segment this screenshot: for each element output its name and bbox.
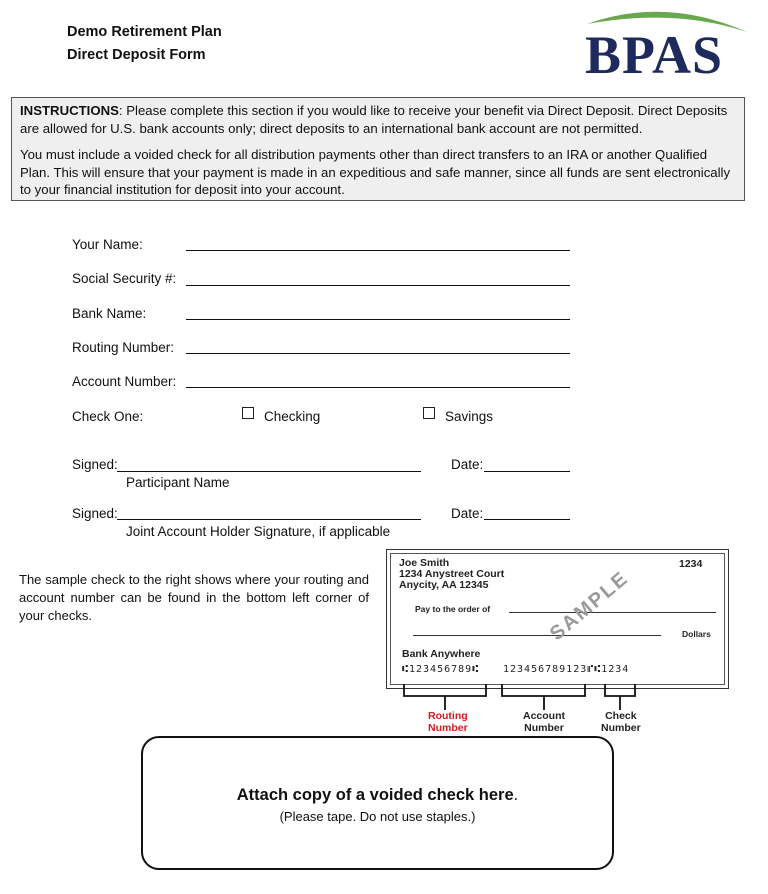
instructions-para-2: You must include a voided check for all distribution payments other than direct transfers to an IRA or another Qualified Plan. This will ensure that your payment is made in an expeditious and safe manner, since all funds are sent electronically to your financial institution for deposit into your account. bbox=[20, 147, 731, 197]
signed-label-2: Signed: bbox=[72, 506, 118, 521]
check-one-label: Check One: bbox=[72, 409, 144, 424]
legend-routing: Routing Number bbox=[428, 710, 468, 734]
check-number: 1234 bbox=[679, 558, 703, 570]
check-address-1: 1234 Anystreet Court bbox=[399, 568, 505, 580]
legend-account: Account Number bbox=[523, 710, 565, 734]
bpas-logo bbox=[585, 2, 750, 87]
date-field-1[interactable] bbox=[484, 471, 570, 472]
attach-subtitle: (Please tape. Do not use staples.) bbox=[279, 809, 476, 824]
instructions-para-1: INSTRUCTIONS: Please complete this section if you would like to receive your benefit via Direct Deposit. Direct Deposits are allowed for U.S. bank accounts only; direct deposits to an international bank account are not permitted. bbox=[20, 103, 728, 136]
your-name-field[interactable] bbox=[186, 250, 570, 251]
your-name-label: Your Name: bbox=[72, 237, 143, 252]
savings-label: Savings bbox=[445, 409, 494, 424]
account-number-field[interactable] bbox=[186, 387, 570, 388]
plan-name: Demo Retirement Plan bbox=[67, 24, 222, 40]
routing-number-label: Routing Number: bbox=[72, 340, 175, 355]
sample-check-note: The sample check to the right shows where your routing and account number can be found in the bottom left corner of your checks. bbox=[19, 572, 369, 623]
ssn-label: Social Security #: bbox=[72, 271, 177, 286]
legend-check: Check Number bbox=[601, 710, 641, 734]
check-dollars: Dollars bbox=[682, 629, 711, 639]
attach-title: Attach copy of a voided check here. bbox=[236, 786, 519, 804]
routing-number-field[interactable] bbox=[186, 353, 570, 354]
participant-signature-field[interactable] bbox=[117, 471, 421, 472]
check-micr-account: 123456789123⑈⑆1234 bbox=[503, 664, 630, 675]
checking-checkbox[interactable] bbox=[242, 407, 254, 419]
check-watermark: SAMPLE bbox=[545, 567, 633, 646]
sample-check-image bbox=[386, 549, 729, 689]
joint-signature-field[interactable] bbox=[117, 519, 421, 520]
date-label-2: Date: bbox=[451, 506, 484, 521]
logo-text: BPAS bbox=[585, 25, 724, 85]
ssn-field[interactable] bbox=[186, 285, 570, 286]
instructions-label: INSTRUCTIONS bbox=[20, 103, 119, 118]
check-payer-name: Joe Smith bbox=[399, 557, 450, 569]
account-number-label: Account Number: bbox=[72, 374, 177, 389]
savings-checkbox[interactable] bbox=[423, 407, 435, 419]
attach-check-box bbox=[141, 736, 614, 870]
check-pay-to: Pay to the order of bbox=[415, 604, 491, 614]
date-label-1: Date: bbox=[451, 457, 484, 472]
signed-label-1: Signed: bbox=[72, 457, 118, 472]
check-address-2: Anycity, AA 12345 bbox=[399, 579, 489, 591]
check-micr-routing: ⑆123456789⑆ bbox=[402, 664, 480, 675]
instructions-box bbox=[11, 97, 745, 201]
checking-label: Checking bbox=[264, 409, 321, 424]
micr-brackets bbox=[386, 676, 646, 710]
date-field-2[interactable] bbox=[484, 519, 570, 520]
bank-name-label: Bank Name: bbox=[72, 306, 147, 321]
participant-name-caption: Participant Name bbox=[126, 475, 230, 490]
check-bank-name: Bank Anywhere bbox=[402, 648, 481, 660]
joint-holder-caption: Joint Account Holder Signature, if applicable bbox=[126, 524, 391, 539]
bank-name-field[interactable] bbox=[186, 319, 570, 320]
form-title: Direct Deposit Form bbox=[67, 47, 206, 63]
